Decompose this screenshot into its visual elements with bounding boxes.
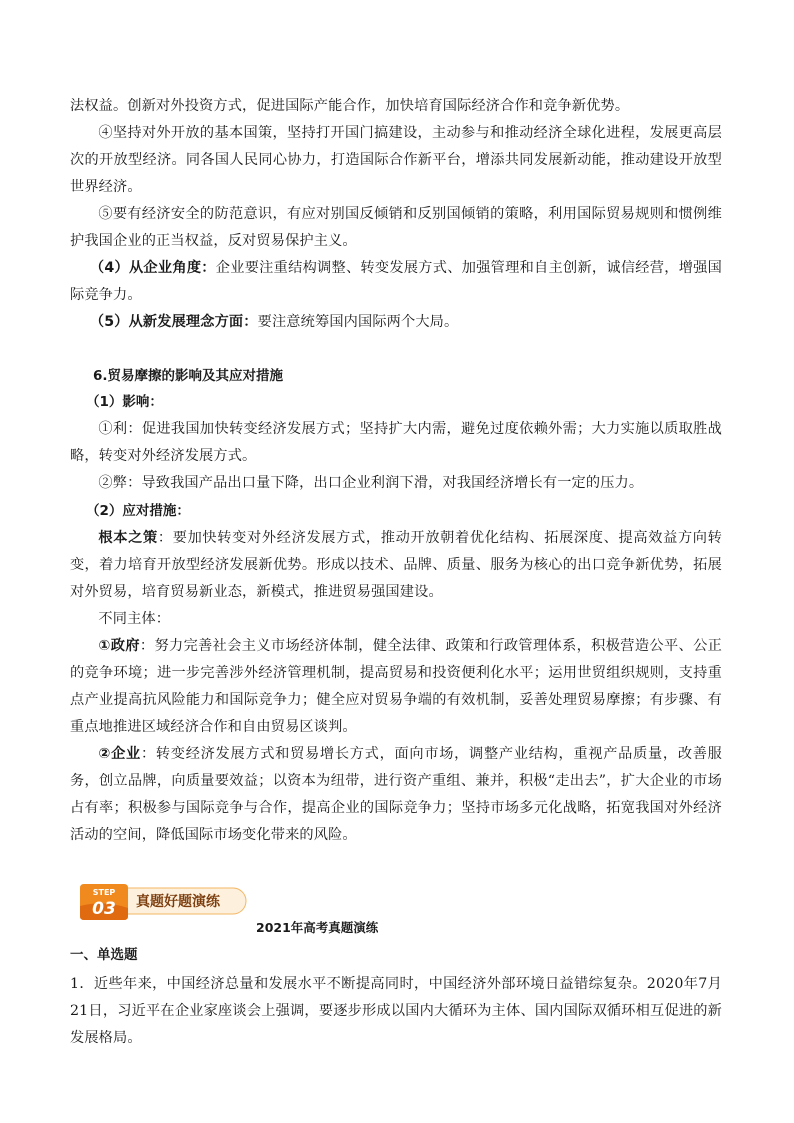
exam-subtitle: 2021年高考真题演练	[256, 920, 379, 935]
government-label: ①政府	[98, 638, 140, 654]
enterprise-angle-text: 企业要注重结构调整、转变发展方式、加强管理和自主创新，诚信经营，增强国际竞争力。	[70, 260, 722, 303]
government-text: ：努力完善社会主义市场经济体制，健全法律、政策和行政管理体系，积极营造公平、公正的竞争环境；进一步完善涉外经济管理机制，提高贸易和投资便利化水平；运用世贸组织规则，支持重点产业提高抗风险能力和国际竞争力；健全应对贸易争端的有效机制，妥善处理贸易摩擦；有步骤、有重点地推进区域经济合作和自由贸易区谈判。	[70, 638, 722, 735]
paragraph-government	[70, 633, 722, 741]
step-title: 真题好题演练	[136, 894, 220, 910]
question-1: 1．近些年来，中国经济总量和发展水平不断提高同时，中国经济外部环境日益错综复杂。2020年7月21日，习近平在企业家座谈会上强调，要逐步形成以国内大循环为主体、国内国际双循环相互促进的新发展格局。	[70, 976, 722, 1046]
section-single-choice: 一、单选题	[70, 947, 138, 963]
fundamental-policy-text: ：要加快转变对外经济发展方式，推动开放朝着优化结构、拓展深度、提高效益方向转变，着力培育开放型经济发展新优势。形成以技术、品牌、质量、服务为核心的出口竞争新优势，拓展对外贸易，培育贸易新业态，新模式，推进贸易强国建设。	[70, 530, 723, 600]
paragraph-point-5: ⑤要有经济安全的防范意识，有应对别国反倾销和反别国倾销的策略，利用国际贸易规则和惯例维护我国企业的正当权益，反对贸易保护主义。	[70, 206, 722, 249]
step-badge-graphic	[80, 882, 248, 922]
new-development-label: （5）从新发展理念方面：	[89, 314, 258, 330]
enterprise-label: ②企业	[98, 746, 141, 762]
subheading-impact: （1）影响：	[86, 394, 163, 410]
paragraph-new-development	[70, 309, 722, 336]
subheading-measures: （2）应对措施：	[86, 503, 190, 519]
step-03-badge	[80, 882, 248, 922]
enterprise-text: ：转变经济发展方式和贸易增长方式，面向市场，调整产业结构，重视产品质量，改善服务，创立品牌，向质量要效益；以资本为纽带，进行资产重组、兼并，积极“走出去”，扩大企业的市场占有率；积极参与国际竞争与合作，提高企业的国际竞争力；坚持市场多元化战略，拓宽我国对外经济活动的空间，降低国际市场变化带来的风险。	[70, 746, 723, 843]
paragraph-point-4: ④坚持对外开放的基本国策，坚持打开国门搞建设，主动参与和推动经济全球化进程，发展更高层次的开放型经济。同各国人民同心协力，打造国际合作新平台，增添共同发展新动能，推动建设开放型世界经济。	[70, 125, 722, 195]
paragraph-fundamental-policy	[70, 525, 722, 606]
enterprise-angle-label: （4）从企业角度：	[89, 260, 216, 276]
paragraph-advantage: ①利：促进我国加快转变经济发展方式；坚持扩大内需，避免过度依赖外需；大力实施以质取胜战略，转变对外经济发展方式。	[70, 421, 722, 464]
paragraph-legal-rights: 法权益。创新对外投资方式，促进国际产能合作，加快培育国际经济合作和竞争新优势。	[70, 98, 630, 114]
section-heading-trade-friction: 6.贸易摩擦的影响及其应对措施	[93, 368, 284, 384]
fundamental-policy-label: 根本之策	[98, 530, 158, 546]
step-word: STEP	[92, 888, 116, 897]
paragraph-enterprise	[70, 741, 722, 849]
paragraph-enterprise-angle	[70, 255, 722, 309]
new-development-text: 要注意统筹国内国际两个大局。	[257, 314, 459, 330]
step-number: 03	[92, 899, 116, 919]
paragraph-disadvantage: ②弊：导致我国产品出口量下降，出口企业利润下滑，对我国经济增长有一定的压力。	[98, 475, 644, 491]
paragraph-different-subjects: 不同主体：	[98, 611, 171, 627]
